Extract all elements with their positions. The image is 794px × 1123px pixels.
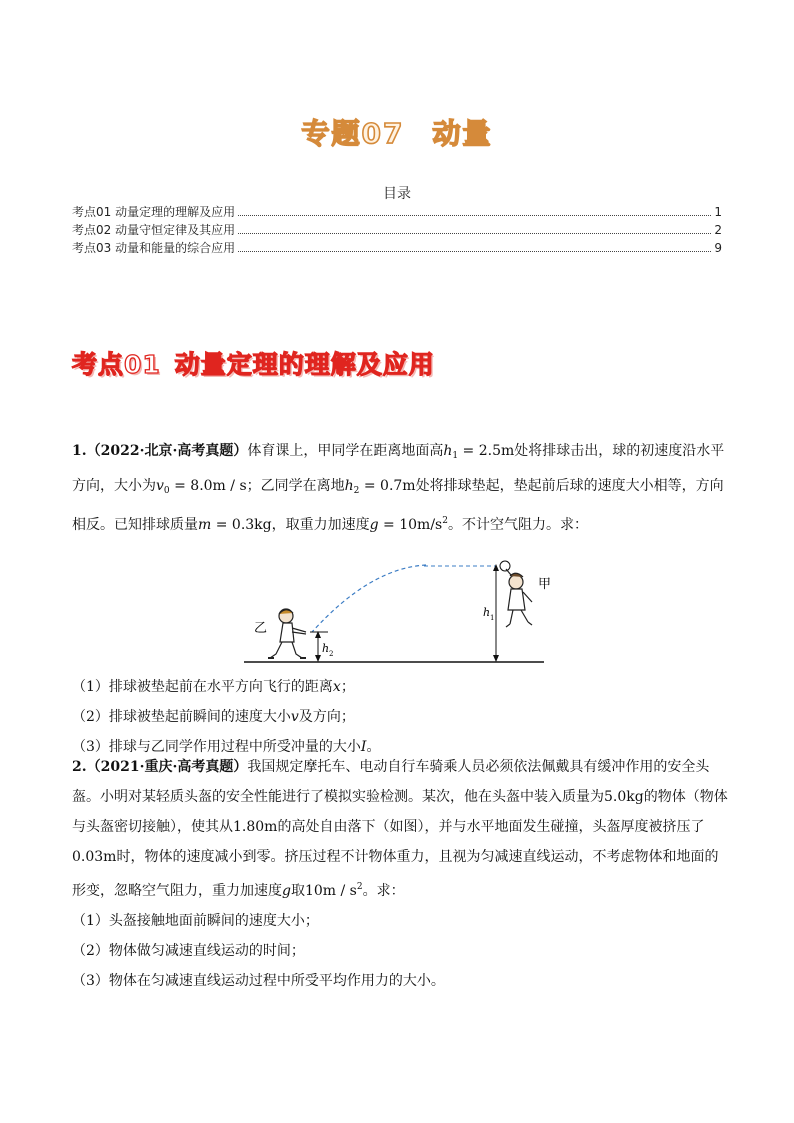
problem-1-stem bbox=[72, 436, 732, 540]
label-yi: 乙 bbox=[254, 621, 268, 636]
problem-1 bbox=[72, 436, 732, 540]
text: 处将排球击出，球的初速度沿水平方向，大小为 bbox=[72, 443, 725, 494]
problem-2-stem bbox=[72, 752, 732, 906]
table-of-contents bbox=[72, 203, 722, 257]
h2-label: h bbox=[322, 642, 330, 655]
page-title bbox=[0, 112, 794, 152]
math-var: m bbox=[198, 517, 212, 533]
math-value: 10m / s bbox=[304, 883, 357, 899]
text: ；乙同学在离地 bbox=[246, 478, 345, 494]
volleyball-icon bbox=[500, 561, 510, 571]
toc-leader bbox=[238, 251, 711, 252]
toc-item-label: 考点02 动量守恒定律及其应用 bbox=[72, 223, 236, 237]
question-text: （2）排球被垫起前瞬间的速度大小 bbox=[72, 709, 291, 725]
h1-label-sub: 1 bbox=[490, 614, 495, 622]
question-1: （1）头盔接触地面前瞬间的速度大小； bbox=[72, 913, 319, 929]
student-jia-figure bbox=[506, 569, 532, 627]
problem-number: 2. bbox=[72, 759, 87, 775]
question-1 bbox=[72, 672, 732, 702]
math-sup: 2 bbox=[356, 882, 363, 892]
toc-leader bbox=[238, 215, 711, 216]
question-text: ； bbox=[340, 679, 355, 695]
toc-item[interactable] bbox=[72, 239, 722, 257]
volleyball-diagram bbox=[240, 558, 560, 670]
title-topic-number: 专题07 bbox=[301, 117, 405, 150]
text: ，取重力加速度 bbox=[271, 517, 370, 533]
math-var: g bbox=[369, 517, 379, 533]
question-2 bbox=[72, 702, 732, 732]
title-topic-name: 动量 bbox=[432, 117, 493, 150]
label-jia: 甲 bbox=[538, 577, 552, 592]
toc-heading: 目录 bbox=[383, 186, 411, 202]
math-sub: 2 bbox=[353, 486, 360, 496]
math-var: v bbox=[156, 478, 164, 494]
toc-item-page: 9 bbox=[714, 241, 722, 255]
question-text: （1）排球被垫起前在水平方向飞行的距离 bbox=[72, 679, 333, 695]
problem-number: 1. bbox=[72, 443, 87, 459]
math-var: h bbox=[443, 443, 453, 459]
section-name: 动量定理的理解及应用 bbox=[174, 350, 435, 379]
toc-item[interactable] bbox=[72, 203, 722, 221]
toc-item-label: 考点01 动量定理的理解及应用 bbox=[72, 205, 236, 219]
text: 我国规定摩托车、电动自行车骑乘人员必须依法佩戴具有缓冲作用的安全头盔。小明对某轻质头盔的安全性能进行了模拟实验检测。某次，他在头盔中装入质量为5.0kg的物体（物体与头盔密切接触），使其从1.80m的高处自由落下（如图），并与水平地面发生碰撞，头盔厚度被挤压了0.03m时，物体的速度减小到零。挤压过程不计物体重力，且视为匀减速直线运动，不考虑物体和地面的形变，忽略空气阻力，重力加速度 bbox=[72, 759, 728, 899]
math-value: = 8.0m / s bbox=[169, 478, 247, 494]
math-sup: 2 bbox=[442, 516, 448, 526]
toc-leader bbox=[238, 233, 711, 234]
h1-label: h bbox=[483, 606, 491, 619]
math-value: = 0.3kg bbox=[211, 517, 272, 533]
section-code: 考点01 bbox=[72, 350, 161, 379]
math-value: = 0.7m bbox=[359, 478, 416, 494]
text: 。求： bbox=[362, 883, 405, 899]
h1-arrow-up bbox=[493, 564, 499, 571]
text: 。不计空气阻力。求： bbox=[447, 517, 588, 533]
problem-source: （2021·重庆·高考真题） bbox=[86, 759, 248, 775]
h2-label-sub: 2 bbox=[329, 650, 334, 658]
question-2: （2）物体做匀减速直线运动的时间； bbox=[72, 943, 305, 959]
toc-item[interactable] bbox=[72, 221, 722, 239]
h1-arrow-down bbox=[493, 655, 499, 662]
student-yi-figure bbox=[268, 609, 306, 658]
problem-2 bbox=[72, 752, 732, 996]
math-value: = 10m/s bbox=[378, 517, 443, 533]
math-var: h bbox=[344, 478, 354, 494]
math-var: v bbox=[290, 709, 299, 725]
math-sub: 1 bbox=[452, 451, 459, 461]
question-3: （3）物体在匀减速直线运动过程中所受平均作用力的大小。 bbox=[72, 973, 445, 989]
math-var: x bbox=[332, 679, 341, 695]
question-text: 及方向； bbox=[298, 709, 355, 725]
text: 取 bbox=[290, 883, 305, 899]
toc-item-label: 考点03 动量和能量的综合应用 bbox=[72, 241, 236, 255]
math-var: I bbox=[360, 739, 367, 755]
text: 体育课上，甲同学在距离地面高 bbox=[247, 443, 444, 459]
math-value: = 2.5m bbox=[458, 443, 515, 459]
question-text: 。 bbox=[366, 739, 381, 755]
text: 处将排球垫起，垫起前后球的速度大小相等，方向相反。已知排球质量 bbox=[72, 478, 724, 533]
volleyball-figure bbox=[240, 558, 560, 670]
math-var: g bbox=[282, 883, 291, 899]
problem-source: （2022·北京·高考真题） bbox=[86, 443, 248, 459]
toc-item-page: 2 bbox=[714, 223, 722, 237]
toc-item-page: 1 bbox=[714, 205, 722, 219]
problem-1-questions bbox=[72, 672, 732, 762]
question-text: （3）排球与乙同学作用过程中所受冲量的大小 bbox=[72, 739, 361, 755]
math-sub: 0 bbox=[163, 486, 170, 496]
section-heading bbox=[72, 345, 435, 381]
h2-arrow-down bbox=[315, 655, 321, 662]
ball-trajectory bbox=[312, 565, 426, 632]
